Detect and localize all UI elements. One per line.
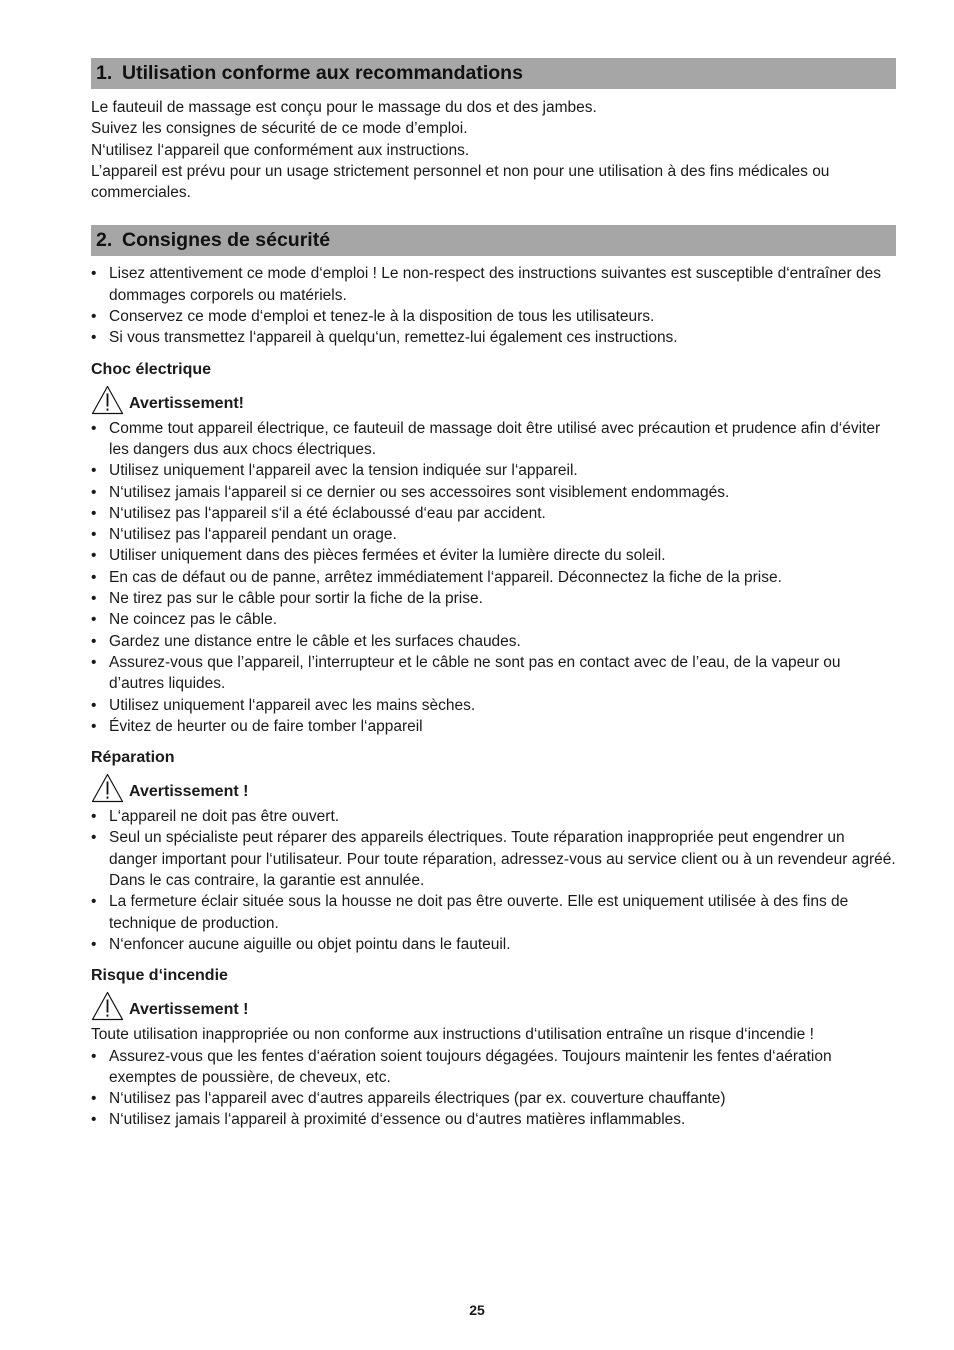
list-item: • N‘utilisez jamais l‘appareil si ce dernier ou ses accessoires sont visiblement endommagés. [91,482,896,503]
warning-triangle-icon [91,773,124,803]
section-2-number: 2. [96,229,113,252]
shock-bullet-list [91,418,896,737]
section-2-title: Consignes de sécurité [122,229,331,252]
list-item: • Ne coincez pas le câble. [91,609,896,630]
section-1-title: Utilisation conforme aux recommandations [122,62,523,84]
fire-bullet-list [91,1046,896,1131]
list-item: • L‘appareil ne doit pas être ouvert. [91,806,896,827]
list-item: • Évitez de heurter ou de faire tomber l‘appareil [91,716,896,737]
list-item: • Lisez attentivement ce mode d‘emploi ! Le non-respect des instructions suivantes est susceptible d‘entraîner des dommages corporels ou matériels. [91,263,896,306]
list-item: • N‘utilisez pas l‘appareil pendant un orage. [91,524,896,545]
list-item: • Seul un spécialiste peut réparer des appareils électriques. Toute réparation inappropriée peut engendrer un danger important pour l‘utilisateur. Pour toute réparation, adressez-vous au service client ou à un revendeur agréé. Dans le cas contraire, la garantie est annulée. [91,827,896,891]
list-item: • N‘utilisez jamais l‘appareil à proximité d‘essence ou d‘autres matières inflammables. [91,1109,896,1130]
list-item: • En cas de défaut ou de panne, arrêtez immédiatement l‘appareil. Déconnectez la fiche de la prise. [91,567,896,588]
section-1-header [91,58,896,89]
warning-triangle-icon [91,991,124,1021]
shock-warning [91,381,896,415]
repair-warning [91,769,896,803]
fire-warning [91,987,896,1021]
paragraph: Suivez les consignes de sécurité de ce mode d’emploi. [91,120,468,138]
page-content [91,58,896,1131]
fire-heading: Risque d‘incendie [91,967,228,985]
shock-heading: Choc électrique [91,360,212,378]
list-item: • Gardez une distance entre le câble et les surfaces chaudes. [91,631,896,652]
list-item: • Si vous transmettez l‘appareil à quelqu‘un, remettez-lui également ces instructions. [91,327,896,348]
intro-bullet-list [91,263,896,348]
section-1-number: 1. [96,62,113,84]
repair-heading: Réparation [91,749,175,767]
list-item: • Ne tirez pas sur le câble pour sortir la fiche de la prise. [91,588,896,609]
paragraph: N‘utilisez l‘appareil que conformément aux instructions. [91,141,470,159]
list-item: • Utiliser uniquement dans des pièces fermées et éviter la lumière directe du soleil. [91,545,896,566]
list-item: • N‘utilisez pas l‘appareil s‘il a été éclaboussé d‘eau par accident. [91,503,896,524]
paragraph: L’appareil est prévu pour un usage strictement personnel et non pour une utilisation à des fins médicales ou commerciales. [91,162,830,202]
list-item: • Conservez ce mode d‘emploi et tenez-le à la disposition de tous les utilisateurs. [91,306,896,327]
warning-label: Avertissement! [129,394,245,412]
list-item: • Assurez-vous que l’appareil, l’interrupteur et le câble ne sont pas en contact avec de l’eau, de la vapeur ou d’autres liquides. [91,652,896,695]
list-item: • Utilisez uniquement l‘appareil avec la tension indiquée sur l‘appareil. [91,460,896,481]
repair-bullet-list [91,806,896,955]
fire-intro: Toute utilisation inappropriée ou non conforme aux instructions d‘utilisation entraîne un risque d‘incendie ! [91,1026,814,1044]
warning-label: Avertissement ! [129,1001,249,1019]
list-item: • Assurez-vous que les fentes d‘aération soient toujours dégagées. Toujours maintenir les fentes d‘aération exemptes de poussière, de cheveux, etc. [91,1046,896,1089]
list-item: • Utilisez uniquement l‘appareil avec les mains sèches. [91,695,896,716]
warning-label: Avertissement ! [129,783,249,801]
paragraph: Le fauteuil de massage est conçu pour le massage du dos et des jambes. [91,99,597,116]
section-2-header [91,225,896,256]
list-item: • Comme tout appareil électrique, ce fauteuil de massage doit être utilisé avec précaution et prudence afin d‘éviter les dangers dus aux chocs électriques. [91,418,896,461]
list-item: • N‘enfoncer aucune aiguille ou objet pointu dans le fauteuil. [91,934,896,955]
list-item: • La fermeture éclair située sous la housse ne doit pas être ouverte. Elle est uniquement utilisée à des fins de technique de production. [91,891,896,934]
section-1-body [91,97,896,203]
warning-triangle-icon [91,385,124,415]
page-number: 25 [469,1302,485,1318]
list-item: • N‘utilisez pas l‘appareil avec d‘autres appareils électriques (par ex. couverture chauffante) [91,1088,896,1109]
